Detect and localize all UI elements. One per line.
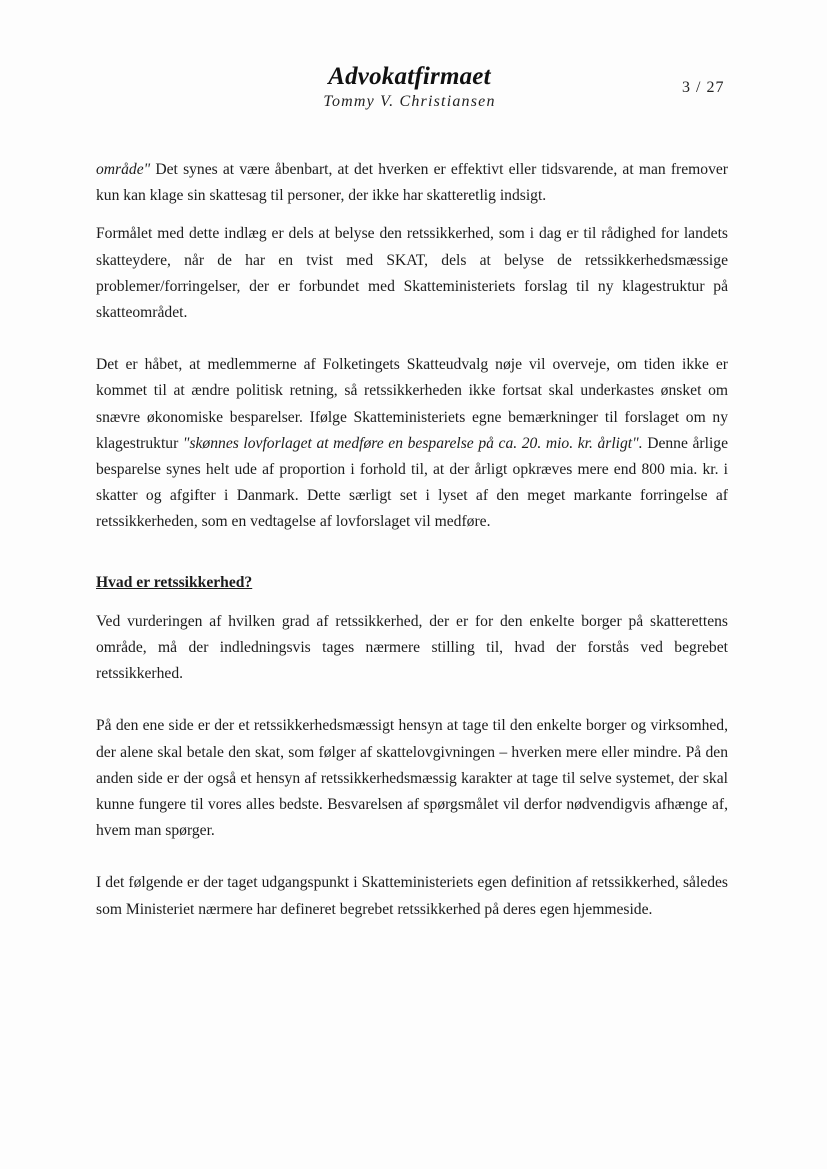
firm-owner: Tommy V. Christiansen xyxy=(323,93,496,110)
paragraph-3-text-start: Det er håbet, at medlemmerne af Folketingets Skatteudvalg nøje vil overveje, om tiden ikke er kommet til at ændre politisk retning, så retssikkerheden ikke fortsat skal underkastes ønsket om snævre økonomiske besparelser. Ifølge Skatteministeriets egne bemærkninger til forslaget om ny klagestruktur xyxy=(96,356,728,452)
paragraph-1-quote-end: område" xyxy=(96,161,151,178)
paragraph-1 xyxy=(96,157,728,209)
paragraph-5: På den ene side er der et retssikkerhedsmæssigt hensyn at tage til den enkelte borger og virksomhed, der alene skal betale den skat, som følger af skattelovgivningen – hverken mere eller mindre. På den anden side er der også et hensyn af retssikkerhedsmæssig karakter at tage til selve systemet, der skal kunne fungere til vores alles bedste. Besvarelsen af spørgsmålet vil derfor nødvendigvis afhænge af, hvem man spørger. xyxy=(96,717,728,840)
paragraph-4: Ved vurderingen af hvilken grad af retssikkerhed, der er for den enkelte borger på skatterettens område, må der indledningsvis tages nærmere stilling til, hvad der forstås ved begrebet retssikkerhed. xyxy=(96,612,728,683)
section-heading: Hvad er retssikkerhed? xyxy=(96,573,253,591)
paragraph-2: Formålet med dette indlæg er dels at belyse den retssikkerhed, som i dag er til rådighed for landets skatteydere, når de har en tvist med SKAT, dels at belyse de retssikkerhedsmæssige problemer/forringelser, der er forbundet med Skatteministeriets forslag til ny klagestruktur på skatteområdet. xyxy=(96,225,728,322)
document-body xyxy=(96,157,728,923)
paragraph-3-text-end: Denne årlige besparelse synes helt ude af proportion i forhold til, at der årligt opkræves mere end 800 mia. kr. i skatter og afgifter i Danmark. Dette særligt set i lyset af den meget markante forringelse af retssikkerheden, som en vedtagelse af lovforslaget vil medføre. xyxy=(96,434,728,531)
firm-name: Advokatfirmaet xyxy=(328,63,491,90)
paragraph-3-quote: "skønnes lovforlaget at medføre en besparelse på ca. 20. mio. kr. årligt". xyxy=(182,434,643,452)
paragraph-3 xyxy=(96,352,728,535)
paragraph-1-text: Det synes at være åbenbart, at det hverken er effektivt eller tidsvarende, at man fremover kun kan klage sin skattesag til personer, der ikke har skatteretlig indsigt. xyxy=(96,161,728,205)
paragraph-6: I det følgende er der taget udgangspunkt i Skatteministeriets egen definition af retssikkerhed, således som Ministeriet nærmere har defineret begrebet retssikkerhed på deres egen hjemmeside. xyxy=(96,874,728,918)
page-number: 3 / 27 xyxy=(682,79,725,96)
